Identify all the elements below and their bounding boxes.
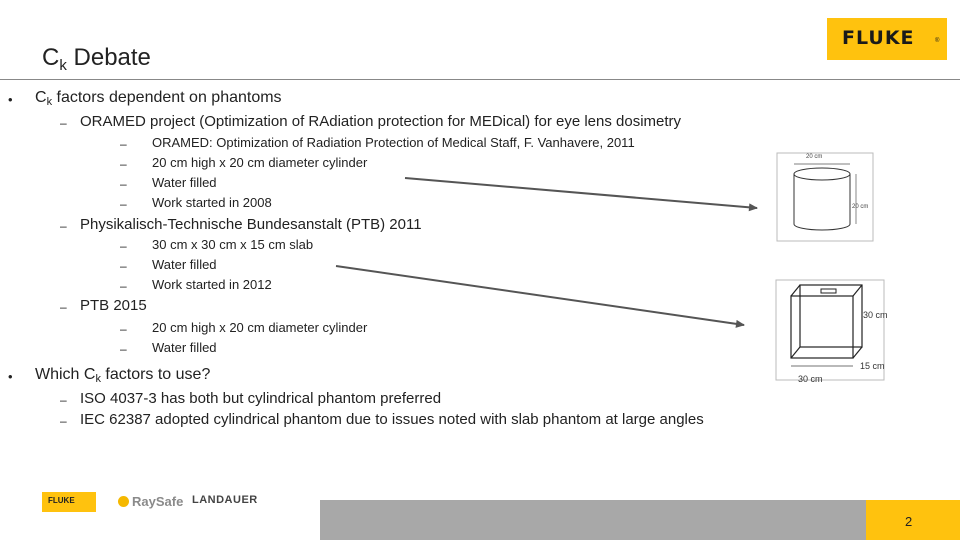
dash-icon: – [120, 342, 127, 356]
raysafe-logo: RaySafe [118, 494, 183, 509]
dash-icon: – [120, 259, 127, 273]
oramed-label: ORAMED project (Optimization of RAdiation protection for MEDical) for eye lens dosimetry [80, 113, 682, 130]
oramed-item: ORAMED: Optimization of Radiation Protection of Medical Staff, F. Vanhavere, 2011 [152, 135, 635, 150]
dash-icon: – [60, 116, 67, 130]
bullet-ck-dependent: $C_k$ factors dependent on phantoms [35, 89, 282, 108]
page-number-box [866, 500, 960, 540]
ptb2011-item: 30 cm x 30 cm x 15 cm slab [152, 237, 314, 252]
dash-icon: – [60, 300, 67, 314]
ptb2015-label: PTB 2015 [80, 297, 147, 314]
cylinder-figure [777, 153, 873, 241]
ptb2015-item: 20 cm high x 20 cm diameter cylinder [152, 320, 368, 335]
dash-icon: – [120, 197, 127, 211]
bullet-icon: • [8, 369, 13, 384]
dash-icon: – [120, 279, 127, 293]
slab-depth-label: 15 cm [860, 361, 885, 371]
dash-icon: – [60, 414, 67, 428]
slide-title: $C_k$ Debate [42, 44, 151, 74]
dash-icon: – [120, 239, 127, 253]
landauer-logo: LANDAUER [192, 494, 258, 506]
cylinder-side-label: 20 cm [852, 204, 869, 210]
raysafe-dot-icon [118, 496, 129, 507]
slab-side-label: 30 cm [863, 310, 888, 320]
oramed-item: 20 cm high x 20 cm diameter cylinder [152, 155, 368, 170]
bullet-icon: • [8, 92, 13, 107]
oramed-item: Water filled [152, 175, 217, 190]
cylinder-top-label: 20 cm [806, 154, 823, 160]
fluke-logo-text: FLUKE [842, 27, 915, 49]
oramed-item: Work started in 2008 [152, 195, 272, 210]
dash-icon: – [120, 137, 127, 151]
which-ck-item: ISO 4037-3 has both but cylindrical phantom preferred [80, 390, 442, 407]
dash-icon: – [60, 393, 67, 407]
ptb2011-label: Physikalisch-Technische Bundesanstalt (PTB) 2011 [80, 216, 422, 233]
arrow-to-ptb2011 [336, 266, 744, 325]
slab-bottom-label: 30 cm [798, 374, 823, 384]
fluke-footer-logo: FLUKE [42, 492, 96, 512]
dash-icon: – [60, 219, 67, 233]
ptb2011-item: Water filled [152, 257, 217, 272]
arrow-to-oramed [405, 178, 757, 208]
ptb2015-item: Water filled [152, 340, 217, 355]
dash-icon: – [120, 322, 127, 336]
dash-icon: – [120, 177, 127, 191]
ptb2011-item: Work started in 2012 [152, 277, 272, 292]
dash-icon: – [120, 157, 127, 171]
which-ck-item: IEC 62387 adopted cylindrical phantom due to issues noted with slab phantom at large angles [80, 411, 704, 428]
registered-mark: ® [935, 38, 940, 44]
page-number: 2 [905, 514, 913, 529]
bullet-which-ck: Which $C_k$ factors to use? [35, 366, 211, 385]
